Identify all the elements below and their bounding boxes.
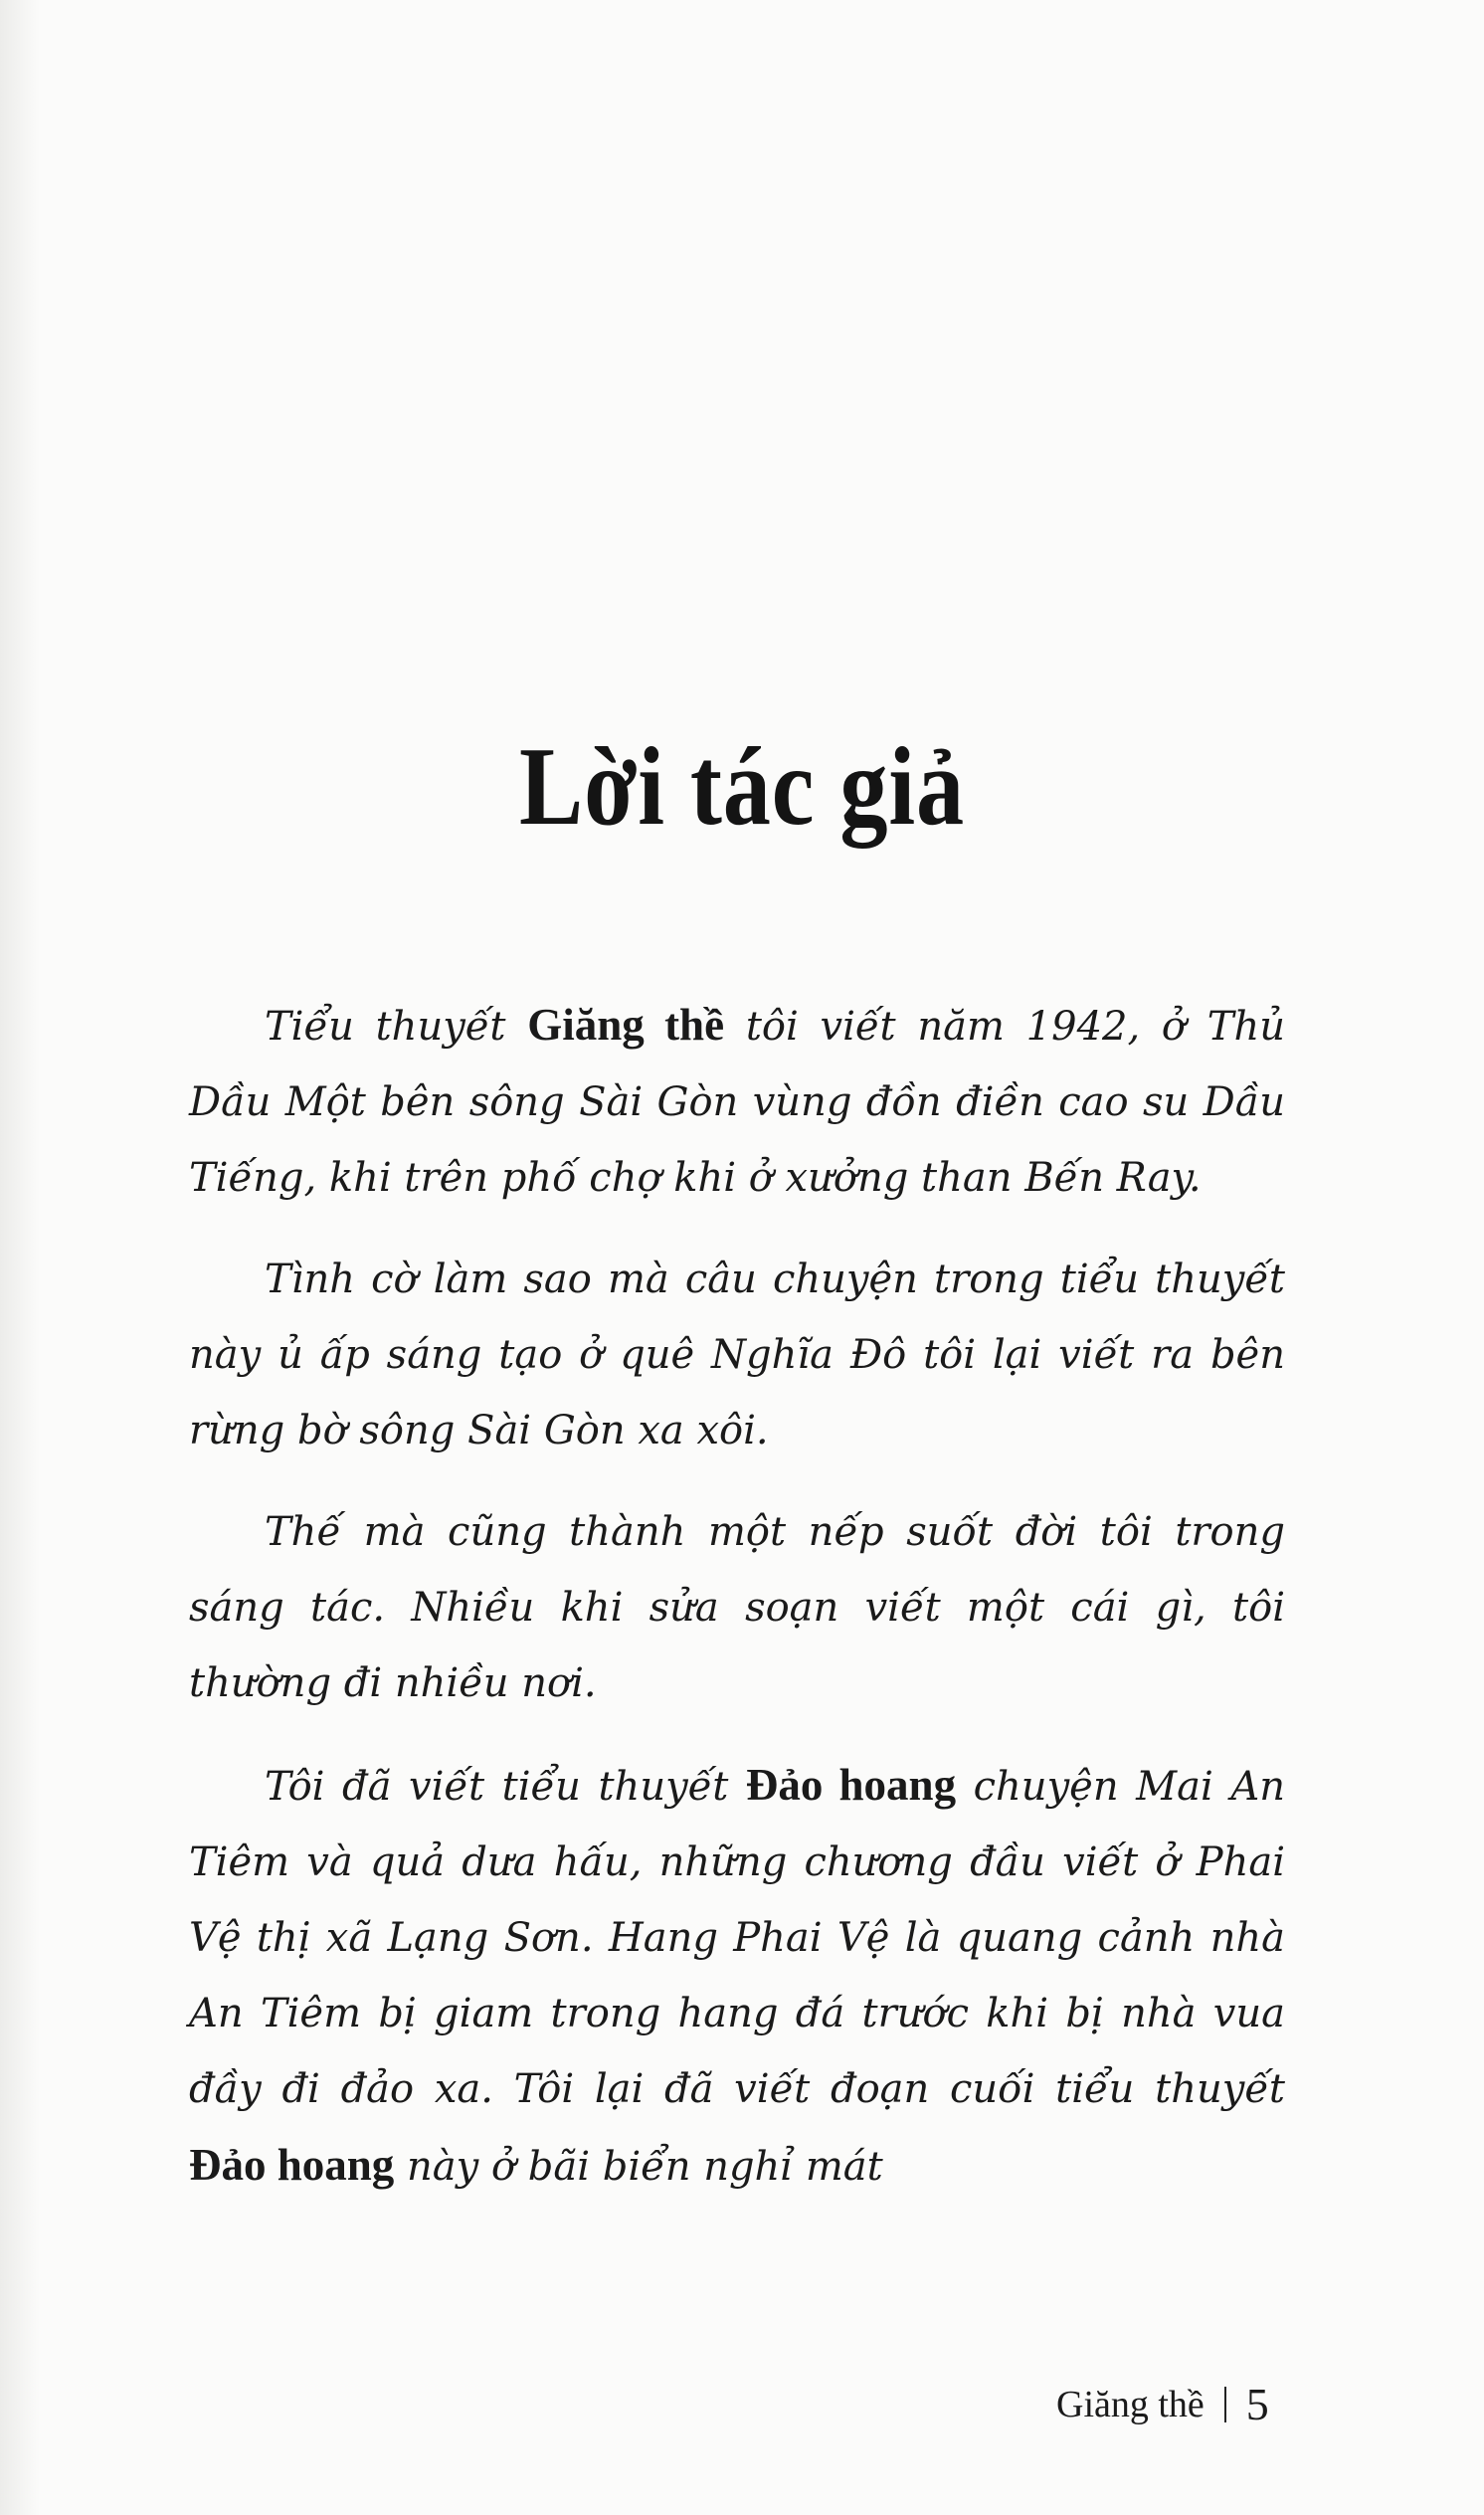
page-edge-shadow <box>0 0 40 2515</box>
text-run: tôi viết năm 1942, ở Thủ Dầu Một bên sông Sài Gòn vùng đồn điền cao su Dầu Tiếng, khi trên phố chợ khi ở xưởng than Bến Ray. <box>189 1004 1285 1201</box>
paragraph <box>189 1494 1285 1721</box>
paragraph <box>189 987 1285 1216</box>
footer-divider <box>1224 2387 1226 2422</box>
paragraph <box>189 1747 1285 2205</box>
body-text <box>189 987 1285 2230</box>
text-run: Tiểu thuyết <box>265 1004 528 1050</box>
book-title-bold: Giăng thề <box>527 1000 725 1050</box>
page-footer <box>1056 2378 1269 2430</box>
text-run: Tình cờ làm sao mà câu chuyện trong tiểu thuyết này ủ ấp sáng tạo ở quê Nghĩa Đô tôi lại viết ra bên rừng bờ sông Sài Gòn xa xôi. <box>189 1257 1285 1453</box>
text-run: Thế mà cũng thành một nếp suốt đời tôi trong sáng tác. Nhiều khi sửa soạn viết một cái gì, tôi thường đi nhiều nơi. <box>189 1509 1285 1706</box>
page-number: 5 <box>1245 2379 1269 2429</box>
paragraph <box>189 1242 1285 1468</box>
text-run: chuyện Mai An Tiêm và quả dưa hấu, những chương đầu viết ở Phai Vệ thị xã Lạng Sơn. Hang Phai Vệ là quang cảnh nhà An Tiêm bị giam trong hang đá trước khi bị nhà vua đầy đi đảo xa. Tôi lại đã viết đoạn cuối tiểu thuyết <box>189 1764 1285 2112</box>
book-title-bold: Đảo hoang <box>745 1760 957 1810</box>
chapter-title: Lời tác giả <box>518 725 966 850</box>
running-title: Giăng thề <box>1056 2383 1205 2425</box>
text-run: này ở bãi biển nghỉ mát <box>394 2144 883 2190</box>
book-title-bold: Đảo hoang <box>189 2140 395 2190</box>
text-run: Tôi đã viết tiểu thuyết <box>265 1764 746 1810</box>
